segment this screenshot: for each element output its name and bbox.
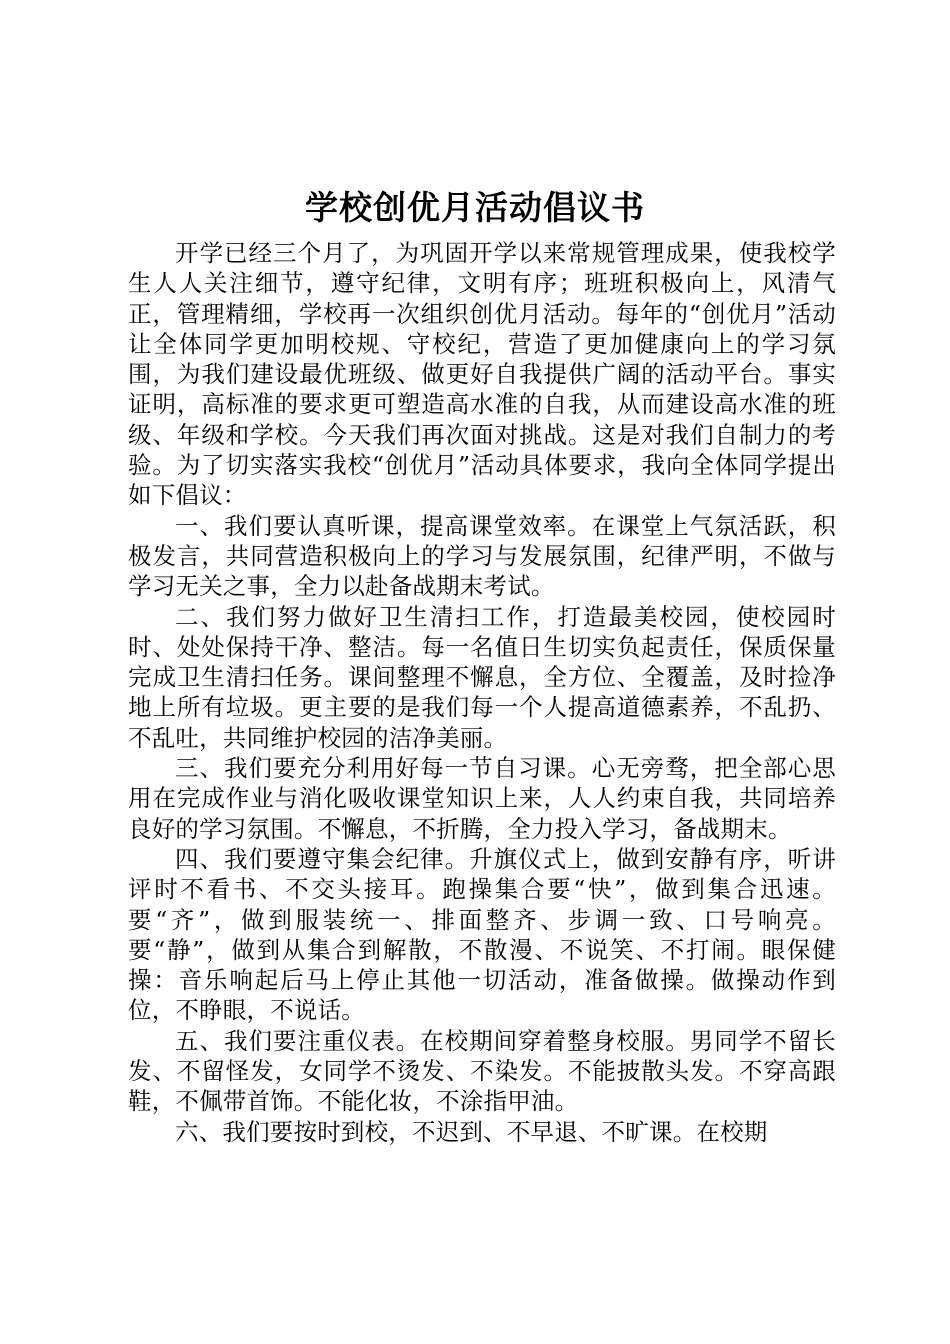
proposal-paragraph-4: 四、我们要遵守集会纪律。升旗仪式上，做到安静有序，听讲评时不看书、不交头接耳。跑操集合要“快”，做到集合迅速。要“齐”，做到服装统一、排面整齐、步调一致、口号响亮。要“静”，做到从集合到解散，不散漫、不说笑、不打闹。眼保健操：音乐响起后马上停止其他一切活动，准备做操。做操动作到位，不睁眼，不说话。 [128, 844, 836, 1025]
proposal-paragraph-2: 二、我们努力做好卫生清扫工作，打造最美校园，使校园时时、处处保持干净、整洁。每一名值日生切实负起责任，保质保量完成卫生清扫任务。课间整理不懈息，全方位、全覆盖，及时捡净地上所有垃圾。更主要的是我们每一个人提高道德素养，不乱扔、不乱吐，共同维护校园的洁净美丽。 [128, 602, 836, 752]
proposal-paragraph-3: 三、我们要充分利用好每一节自习课。心无旁骛，把全部心思用在完成作业与消化吸收课堂知识上来，人人约束自我，共同培养良好的学习氛围。不懈息，不折腾，全力投入学习，备战期末。 [128, 754, 836, 843]
intro-paragraph: 开学已经三个月了，为巩固开学以来常规管理成果，使我校学生人人关注细节，遵守纪律，文明有序；班班积极向上，风清气正，管理精细，学校再一次组织创优月活动。每年的“创优月”活动让全体同学更加明校规、守校纪，营造了更加健康向上的学习氛围，为我们建设最优班级、做更好自我提供广阔的活动平台。事实证明，高标准的要求更可塑造高水准的自我，从而建设高水准的班级、年级和学校。今天我们再次面对挑战。这是对我们自制力的考验。为了切实落实我校“创优月”活动具体要求，我向全体同学提出如下倡议： [128, 239, 836, 510]
proposal-paragraph-1: 一、我们要认真听课，提高课堂效率。在课堂上气氛活跃，积极发言，共同营造积极向上的学习与发展氛围，纪律严明，不做与学习无关之事，全力以赴备战期末考试。 [128, 511, 836, 601]
document-title: 学校创优月活动倡议书 [305, 188, 645, 227]
proposal-paragraph-6: 六、我们要按时到校，不迟到、不早退、不旷课。在校期 [175, 1117, 768, 1146]
document-body [128, 238, 836, 1147]
proposal-paragraph-5: 五、我们要注重仪表。在校期间穿着整身校服。男同学不留长发、不留怪发，女同学不烫发、不染发。不能披散头发。不穿高跟鞋，不佩带首饰。不能化妆，不涂指甲油。 [128, 1026, 836, 1116]
